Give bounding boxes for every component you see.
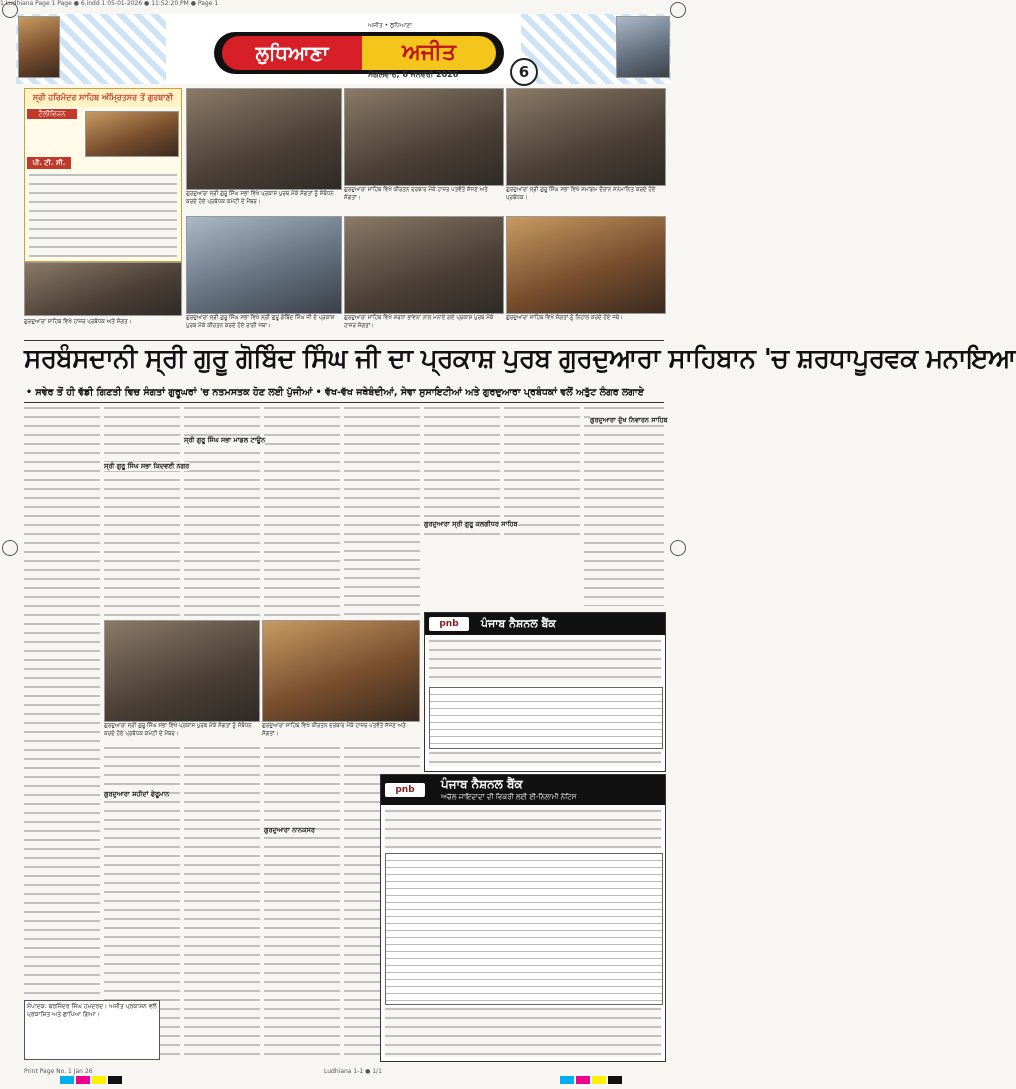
dateline: ਮੰਗਲਵਾਰ, 6 ਜਨਵਰੀ 2026 bbox=[368, 70, 459, 79]
pnb-notice-ad-2 bbox=[380, 774, 666, 1062]
footer-right: Ludhiana 1-1 ● 1/1 bbox=[324, 1068, 382, 1075]
channel-tag: ਪੀ. ਟੀ. ਸੀ. bbox=[27, 157, 71, 169]
section-label: ਗੁਰਦੁਆਰਾ ਦੁੱਖ ਨਿਵਾਰਨ ਸਾਹਿਬ bbox=[590, 416, 668, 424]
article-column-8 bbox=[584, 406, 664, 606]
imprint-box bbox=[24, 1000, 160, 1060]
section-label: ਗੁਰਦੁਆਰਾ ਨਾਨਕਸਰ bbox=[264, 826, 315, 834]
color-swatch bbox=[608, 1076, 622, 1084]
page-number: 6 bbox=[510, 58, 538, 86]
ad-table bbox=[429, 687, 663, 749]
caption-9: ਗੁਰਦੁਆਰਾ ਸਾਹਿਬ ਵਿਖੇ ਕੀਰਤਨ ਦਰਬਾਰ ਮੌਕੇ ਹਾਜ਼ਰ ਪਤਵੰਤੇ ਸੱਜਣ ਅਤੇ ਸੰਗਤਾਂ। bbox=[262, 723, 406, 737]
article-column-12 bbox=[344, 540, 420, 620]
divider bbox=[24, 340, 664, 341]
subheadline: • ਸਵੇਰ ਤੋਂ ਹੀ ਵੱਡੀ ਗਿਣਤੀ ਵਿਚ ਸੰਗਤਾਂ ਗੁਰੂਘਰਾਂ 'ਚ ਨਤਮਸਤਕ ਹੋਣ ਲਈ ਪੁੱਜੀਆਂ • ਵੱਖ-ਵੱਖ ਜਥੇਬੰਦੀਆਂ, ਸੇਵਾ ਸੁਸਾਇਟੀਆਂ ਅਤੇ ਗੁਰਦੁਆਰਾ ਪ੍ਰਬੰਧਕਾਂ ਵਲੋਂ ਅਤੁੱਟ ਲੰਗਰ ਲਗਾਏ bbox=[26, 387, 644, 398]
footer-code: Print Page No. 1 Jan 26 bbox=[24, 1068, 93, 1075]
pnb-logo-icon: pnb bbox=[429, 617, 469, 631]
ad-header bbox=[381, 775, 665, 805]
section-label: ਸ੍ਰੀ ਗੁਰੂ ਸਿੰਘ ਸਭਾ ਕਿਦਵਈ ਨਗਰ bbox=[104, 462, 190, 470]
ad-footer-text bbox=[385, 1007, 661, 1057]
inset-heading: ਸ੍ਰੀ ਹਰਿਮੰਦਰ ਸਾਹਿਬ ਅੰਮ੍ਰਿਤਸਰ ਤੋਂ ਗੁਰਬਾਣੀ bbox=[25, 89, 181, 107]
ad-footer-text bbox=[429, 751, 661, 767]
caption-6: ਗੁਰਦੁਆਰਾ ਸਾਹਿਬ ਵਿਖੇ ਸੰਗਤਾਂ ਨੂੰ ਨਿਹਾਲ ਕਰਦੇ ਹੋਏ ਜਥੇ। bbox=[506, 315, 623, 321]
ad-title: ਪੰਜਾਬ ਨੈਸ਼ਨਲ ਬੈਂਕ bbox=[481, 617, 556, 630]
color-swatch bbox=[76, 1076, 90, 1084]
photo-9 bbox=[262, 620, 420, 722]
registration-mark-icon bbox=[670, 540, 686, 556]
color-swatch bbox=[60, 1076, 74, 1084]
photo-4 bbox=[186, 216, 342, 314]
photo-6 bbox=[506, 216, 666, 314]
article-column-11 bbox=[264, 746, 340, 1060]
section-label: ਸ੍ਰੀ ਗੁਰੂ ਸਿੰਘ ਸਭਾ ਮਾਡਲ ਟਾਊਨ bbox=[184, 436, 266, 444]
print-slug bbox=[0, 0, 687, 10]
article-column-7 bbox=[504, 406, 580, 536]
supplement-label: ਅਜੀਤ • ਲੁਧਿਆਣਾ bbox=[368, 22, 412, 29]
color-swatch bbox=[576, 1076, 590, 1084]
masthead bbox=[16, 14, 671, 84]
photo-5 bbox=[344, 216, 504, 314]
caption-5: ਗੁਰਦੁਆਰਾ ਸਾਹਿਬ ਵਿਖੇ ਸ਼ਰਧਾ ਭਾਵਨਾ ਨਾਲ ਮਨਾਏ ਗਏ ਪ੍ਰਕਾਸ਼ ਪੁਰਬ ਮੌਕੇ ਹਾਜ਼ਰ ਸੰਗਤਾਂ। bbox=[344, 315, 494, 329]
ad-subtitle: ਅਚੱਲ ਜਾਇਦਾਦਾਂ ਦੀ ਵਿਕਰੀ ਲਈ ਈ-ਨਿਲਾਮੀ ਨੋਟਿਸ bbox=[441, 793, 577, 801]
caption-4: ਗੁਰਦੁਆਰਾ ਸ੍ਰੀ ਗੁਰੂ ਸਿੰਘ ਸਭਾ ਵਿਖੇ ਸ੍ਰੀ ਗੁਰੂ ਗੋਬਿੰਦ ਸਿੰਘ ਜੀ ਦੇ ਪ੍ਰਕਾਸ਼ ਪੁਰਬ ਮੌਕੇ ਕੀਰਤਨ ਕਰਦੇ ਹੋਏ ਰਾਗੀ ਜਥਾ। bbox=[186, 315, 335, 329]
paper-name: ਅਜੀਤ bbox=[362, 36, 496, 70]
section-label: ਗੁਰਦੁਆਰਾ ਸ੍ਰੀ ਗੁਰੂ ਕਲਗੀਧਰ ਸਾਹਿਬ bbox=[424, 520, 518, 528]
article-column-5 bbox=[344, 406, 420, 536]
main-headline: ਸਰਬੰਸਦਾਨੀ ਸ੍ਰੀ ਗੁਰੂ ਗੋਬਿੰਦ ਸਿੰਘ ਜੀ ਦਾ ਪ੍ਰਕਾਸ਼ ਪੁਰਬ ਗੁਰਦੁਆਰਾ ਸਾਹਿਬਾਨ 'ਚ ਸ਼ਰਧਾਪੂਰਵਕ ਮਨਾਇਆ bbox=[24, 344, 1016, 374]
statue-image bbox=[18, 16, 60, 78]
color-swatch bbox=[108, 1076, 122, 1084]
article-column-2 bbox=[104, 406, 180, 616]
crop-mark-icon bbox=[670, 2, 686, 18]
caption-3: ਗੁਰਦੁਆਰਾ ਸ੍ਰੀ ਗੁਰੂ ਸਿੰਘ ਸਭਾ ਵਿਖੇ ਸਮਾਗਮ ਦੌਰਾਨ ਸਨਮਾਨਿਤ ਕਰਦੇ ਹੋਏ ਪ੍ਰਬੰਧਕ। bbox=[506, 187, 656, 201]
clocktower-image bbox=[616, 16, 670, 78]
ad-text bbox=[385, 809, 661, 849]
pnb-notice-ad-1 bbox=[424, 612, 666, 772]
color-swatch bbox=[560, 1076, 574, 1084]
caption-7: ਗੁਰਦੁਆਰਾ ਸਾਹਿਬ ਵਿਖੇ ਹਾਜ਼ਰ ਪ੍ਰਬੰਧਕ ਅਤੇ ਸੰਗਤ। bbox=[24, 319, 132, 325]
color-swatch bbox=[592, 1076, 606, 1084]
pnb-logo-icon: pnb bbox=[385, 783, 425, 797]
inset-tag: ਟੈਲੀਵਿਜ਼ਨ bbox=[27, 109, 77, 119]
article-column-4 bbox=[264, 406, 340, 616]
city-name: ਲੁਧਿਆਣਾ bbox=[222, 36, 362, 70]
photo-2 bbox=[344, 88, 504, 186]
caption-1: ਗੁਰਦੁਆਰਾ ਸ੍ਰੀ ਗੁਰੂ ਸਿੰਘ ਸਭਾ ਵਿਖੇ ਪ੍ਰਕਾਸ਼ ਪੁਰਬ ਮੌਕੇ ਸੰਗਤਾਂ ਨੂੰ ਸੰਬੋਧਨ ਕਰਦੇ ਹੋਏ ਪ੍ਰਬੰਧਕ ਕਮੇਟੀ ਦੇ ਮੈਂਬਰ। bbox=[186, 191, 334, 205]
ad-table bbox=[385, 853, 663, 1005]
article-column-10 bbox=[184, 746, 260, 1060]
photo-3 bbox=[506, 88, 666, 186]
photo-8 bbox=[104, 620, 260, 722]
photo-1 bbox=[186, 88, 342, 190]
ad-title: ਪੰਜਾਬ ਨੈਸ਼ਨਲ ਬੈਂਕ bbox=[441, 777, 523, 791]
article-column-6 bbox=[424, 406, 500, 536]
caption-8: ਗੁਰਦੁਆਰਾ ਸ੍ਰੀ ਗੁਰੂ ਸਿੰਘ ਸਭਾ ਵਿਖੇ ਪ੍ਰਕਾਸ਼ ਪੁਰਬ ਮੌਕੇ ਸੰਗਤਾਂ ਨੂੰ ਸੰਬੋਧਨ ਕਰਦੇ ਹੋਏ ਪ੍ਰਬੰਧਕ ਕਮੇਟੀ ਦੇ ਮੈਂਬਰ। bbox=[104, 723, 252, 737]
imprint-text: ਸੰਪਾਦਕ: ਬਰਜਿੰਦਰ ਸਿੰਘ ਹਮਦਰਦ। ਅਜੀਤ ਪ੍ਰਕਾਸ਼ਨ ਵਲੋਂ ਪ੍ਰਕਾਸ਼ਿਤ ਅਤੇ ਛਾਪਿਆ ਗਿਆ। bbox=[27, 1003, 157, 1018]
tv-schedule-box bbox=[24, 88, 182, 262]
divider bbox=[24, 402, 664, 403]
inset-text bbox=[29, 173, 177, 257]
ad-text bbox=[429, 639, 661, 683]
section-label: ਗੁਰਦੁਆਰਾ ਸ਼ਹੀਦਾਂ ਫੇਰੂਮਾਨ bbox=[104, 790, 170, 798]
article-column-1 bbox=[24, 406, 100, 996]
photo-7 bbox=[24, 262, 182, 316]
slug-text: 1 Ludhiana Page 1 Page ● 6.indd 1 05-01-2026 ● 11:52:20 PM ● Page 1 bbox=[0, 0, 219, 7]
ad-header bbox=[425, 613, 665, 635]
golden-temple-image bbox=[85, 111, 179, 157]
color-swatch bbox=[92, 1076, 106, 1084]
caption-2: ਗੁਰਦੁਆਰਾ ਸਾਹਿਬ ਵਿਖੇ ਕੀਰਤਨ ਦਰਬਾਰ ਮੌਕੇ ਹਾਜ਼ਰ ਪਤਵੰਤੇ ਸੱਜਣ ਅਤੇ ਸੰਗਤਾਂ। bbox=[344, 187, 488, 201]
registration-mark-icon bbox=[2, 540, 18, 556]
